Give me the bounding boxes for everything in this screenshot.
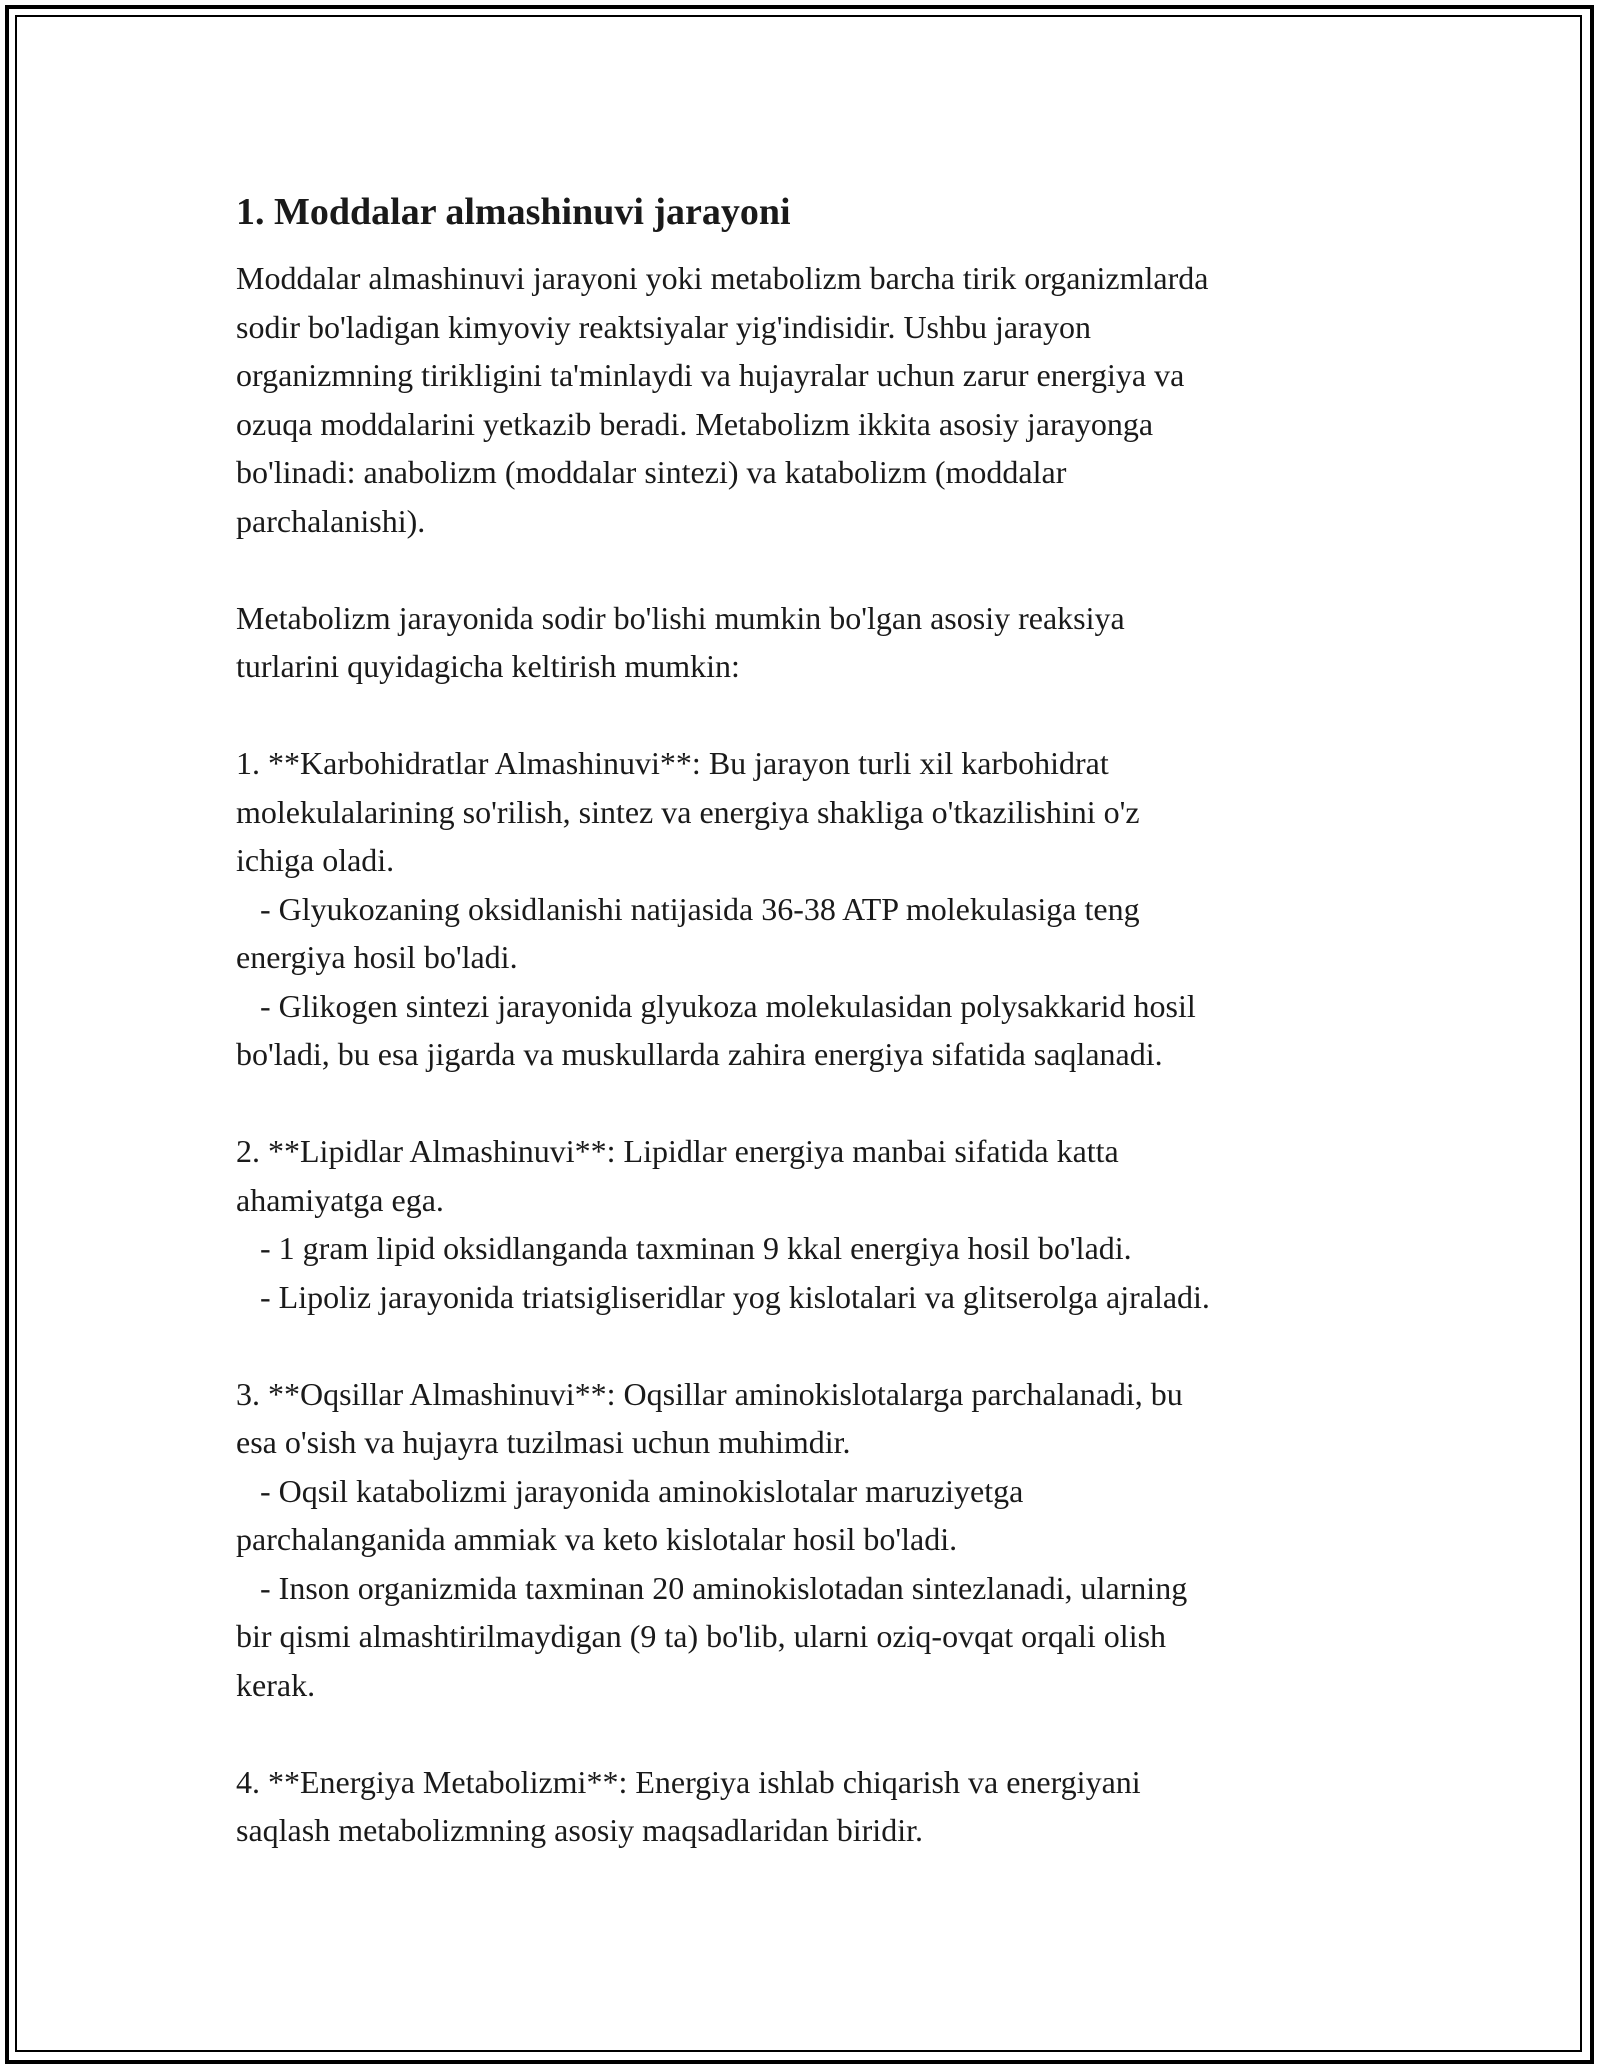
page-title: 1. Moddalar almashinuvi jarayoni [236, 191, 791, 233]
document-content [236, 186, 1366, 1855]
document-body-text: Moddalar almashinuvi jarayoni yoki metabolizm barcha tirik organizmlarda sodir bo'ladigan kimyoviy reaktsiyalar yig'indisidir. Ushbu jarayon organizmning tirikligini ta'minlaydi va hujayralar uchun zarur energiya va ozuqa moddalarini yetkazib beradi. Metabolizm ikkita asosiy jarayonga bo'linadi: anabolizm (moddalar sintezi) va katabolizm (moddalar parchalanishi). Metabolizm jarayonida sodir bo'lishi mumkin bo'lgan asosiy reaksiya turlarini quyidagicha keltirish mumkin: 1. **Karbohidratlar Almashinuvi**: Bu jarayon turli xil karbohidrat molekulalarining so'rilish, sintez va energiya shakliga o'tkazilishini o'z ichiga oladi. - Glyukozaning oksidlanishi natijasida 36-38 ATP molekulasiga teng energiya hosil bo'ladi. - Glikogen sintezi jarayonida glyukoza molekulasidan polysakkarid hosil bo'ladi, bu esa jigarda va muskullarda zahira energiya sifatida saqlanadi. 2. **Lipidlar Almashinuvi**: Lipidlar energiya manbai sifatida katta ahamiyatga ega. - 1 gram lipid oksidlanganda taxminan 9 kkal energiya hosil bo'ladi. - Lipoliz jarayonida triatsigliseridlar yog kislotalari va glitserolga ajraladi. 3. **Oqsillar Almashinuvi**: Oqsillar aminokislotalarga parchalanadi, bu esa o'sish va hujayra tuzilmasi uchun muhimdir. - Oqsil katabolizmi jarayonida aminokislotalar maruziyetga parchalanganida ammiak va keto kislotalar hosil bo'ladi. - Inson organizmida taxminan 20 aminokislotadan sintezlanadi, ularning bir qismi almashtirilmaydigan (9 ta) bo'lib, ularni oziq-ovqat orqali olish kerak. 4. **Energiya Metabolizmi**: Energiya ishlab chiqarish va energiyani saqlash metabolizmning asosiy maqsadlaridan biridir. [236, 260, 1210, 1848]
